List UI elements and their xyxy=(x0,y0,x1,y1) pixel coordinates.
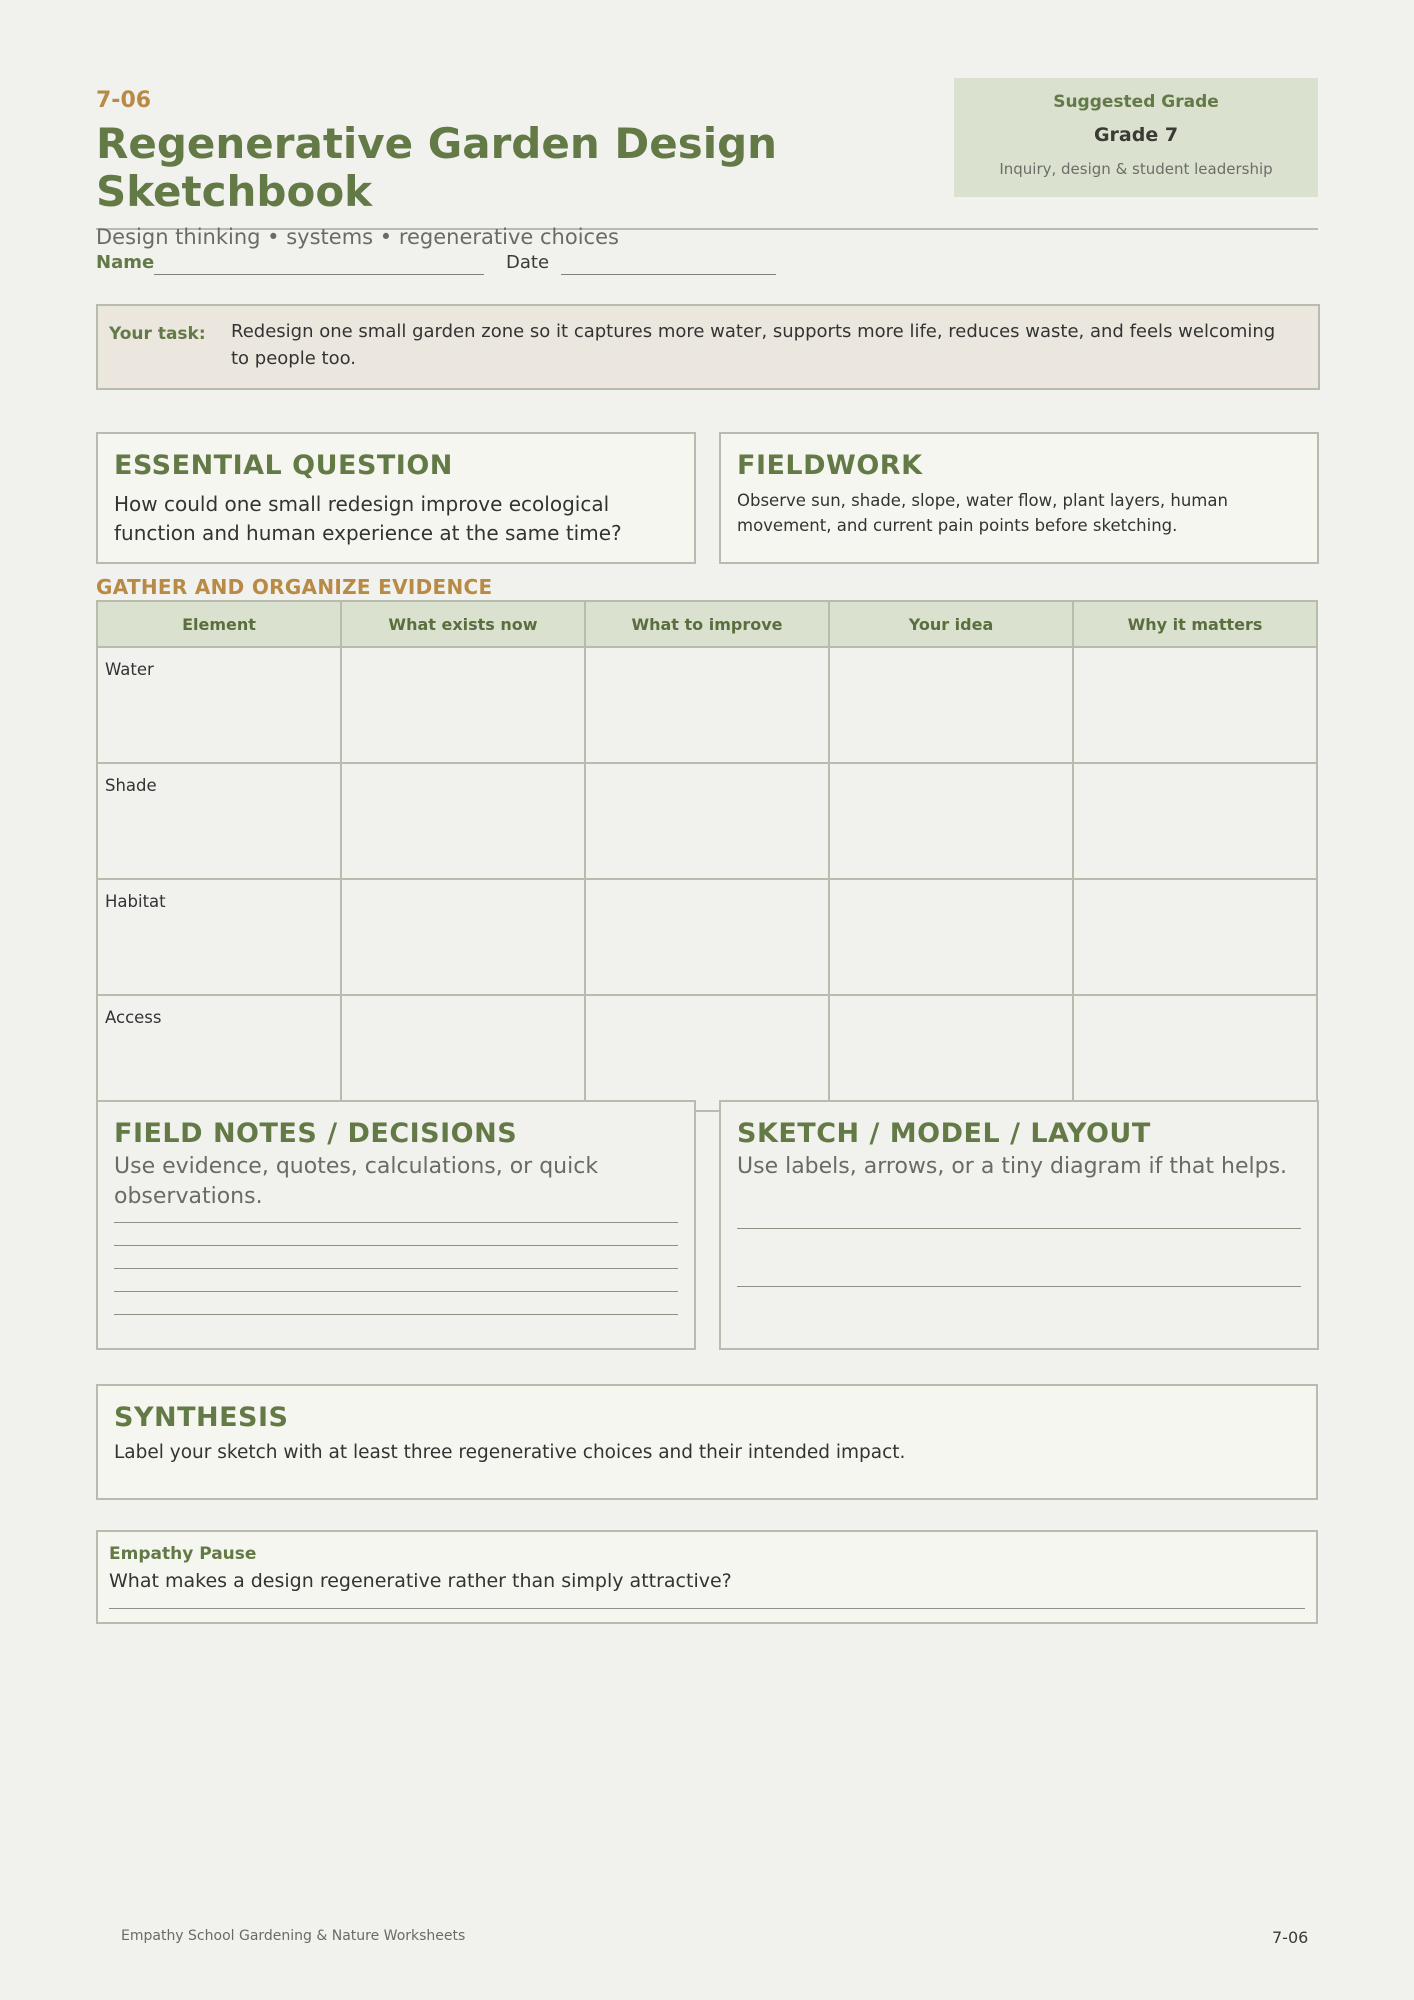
row-label-habitat: Habitat xyxy=(97,879,341,995)
name-date-row xyxy=(96,250,796,280)
column-header-element: Element xyxy=(97,601,341,647)
table-cell[interactable] xyxy=(341,995,585,1111)
sketch-card xyxy=(719,1100,1319,1350)
table-cell[interactable] xyxy=(341,763,585,879)
sketch-line[interactable] xyxy=(737,1286,1301,1287)
table-cell[interactable] xyxy=(341,647,585,763)
task-box xyxy=(96,304,1320,390)
column-header-exists-now: What exists now xyxy=(341,601,585,647)
grade-note: Inquiry, design & student leadership xyxy=(999,160,1273,178)
evidence-table xyxy=(96,600,1318,1112)
fieldwork-card xyxy=(719,432,1319,564)
essential-question-card xyxy=(96,432,696,564)
fieldwork-text: Observe sun, shade, slope, water flow, plant layers, human movement, and current pain points before sketching. xyxy=(737,491,1228,535)
field-notes-heading: FIELD NOTES / DECISIONS xyxy=(114,1118,518,1149)
task-text: Redesign one small garden zone so it captures more water, supports more life, reduces waste, and feels welcoming to people too. xyxy=(231,321,1276,369)
grade-value: Grade 7 xyxy=(1093,124,1179,146)
essential-question-heading: ESSENTIAL QUESTION xyxy=(114,450,453,481)
writing-line[interactable] xyxy=(114,1245,678,1246)
writing-line[interactable] xyxy=(114,1222,678,1223)
column-header-your-idea: Your idea xyxy=(829,601,1073,647)
page-title: Regenerative Garden Design Sketchbook xyxy=(96,119,778,216)
empathy-answer-line[interactable] xyxy=(109,1608,1305,1609)
grade-label: Suggested Grade xyxy=(1053,92,1219,112)
table-cell[interactable] xyxy=(1073,995,1317,1111)
synthesis-card xyxy=(96,1384,1318,1500)
table-cell[interactable] xyxy=(585,995,829,1111)
row-label-access: Access xyxy=(97,995,341,1111)
row-label-water: Water xyxy=(97,647,341,763)
empathy-pause-question: What makes a design regenerative rather than simply attractive? xyxy=(109,1570,732,1592)
writing-line[interactable] xyxy=(114,1268,678,1269)
evidence-section-heading: GATHER AND ORGANIZE EVIDENCE xyxy=(96,575,493,599)
synthesis-text: Label your sketch with at least three regenerative choices and their intended impact. xyxy=(114,1442,906,1463)
table-cell[interactable] xyxy=(585,879,829,995)
table-row xyxy=(97,995,1317,1111)
table-cell[interactable] xyxy=(341,879,585,995)
date-field[interactable] xyxy=(561,274,776,275)
date-label: Date xyxy=(506,252,550,273)
column-header-to-improve: What to improve xyxy=(585,601,829,647)
table-row xyxy=(97,647,1317,763)
empathy-pause-card xyxy=(96,1530,1318,1624)
writing-line[interactable] xyxy=(114,1291,678,1292)
task-label: Your task: xyxy=(109,324,206,344)
table-cell[interactable] xyxy=(585,763,829,879)
table-header-row xyxy=(97,601,1317,647)
sketch-line[interactable] xyxy=(737,1228,1301,1229)
fieldwork-heading: FIELDWORK xyxy=(737,450,923,481)
table-cell[interactable] xyxy=(829,879,1073,995)
empathy-pause-label: Empathy Pause xyxy=(109,1544,257,1564)
table-row xyxy=(97,879,1317,995)
name-field[interactable] xyxy=(154,274,484,275)
name-label: Name xyxy=(96,252,155,273)
writing-line[interactable] xyxy=(114,1314,678,1315)
table-cell[interactable] xyxy=(1073,879,1317,995)
footer-source: Empathy School Gardening & Nature Worksheets xyxy=(121,1928,466,1944)
page-subtitle: Design thinking • systems • regenerative choices xyxy=(96,225,619,249)
field-notes-card xyxy=(96,1100,696,1350)
suggested-grade-box xyxy=(954,78,1318,197)
table-cell[interactable] xyxy=(829,647,1073,763)
worksheet-code: 7-06 xyxy=(96,88,152,113)
sketch-prompt: Use labels, arrows, or a tiny diagram if that helps. xyxy=(737,1154,1288,1179)
field-notes-prompt: Use evidence, quotes, calculations, or quick observations. xyxy=(114,1154,599,1209)
row-label-shade: Shade xyxy=(97,763,341,879)
footer-page-code: 7-06 xyxy=(1272,1928,1309,1947)
essential-question-text: How could one small redesign improve ecological function and human experience at the same time? xyxy=(114,492,622,545)
table-cell[interactable] xyxy=(1073,647,1317,763)
table-cell[interactable] xyxy=(829,995,1073,1111)
table-cell[interactable] xyxy=(829,763,1073,879)
synthesis-heading: SYNTHESIS xyxy=(114,1402,289,1433)
table-cell[interactable] xyxy=(585,647,829,763)
table-cell[interactable] xyxy=(1073,763,1317,879)
sketch-heading: SKETCH / MODEL / LAYOUT xyxy=(737,1118,1151,1149)
column-header-why-it-matters: Why it matters xyxy=(1073,601,1317,647)
table-row xyxy=(97,763,1317,879)
